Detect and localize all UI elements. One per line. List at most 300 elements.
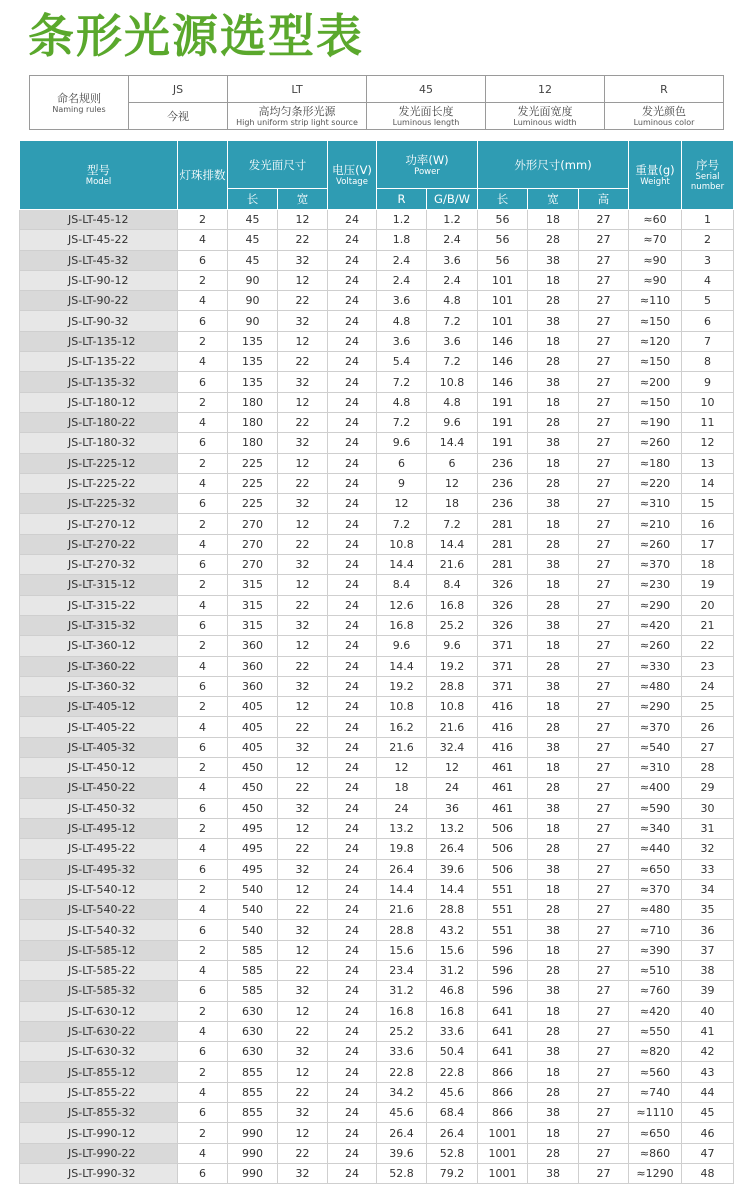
cell-model: JS-LT-270-32 <box>20 555 178 575</box>
cell-voltage: 24 <box>328 494 377 514</box>
cell-weight: ≈110 <box>629 291 682 311</box>
cell-length: 90 <box>228 291 278 311</box>
cell-weight: ≈260 <box>629 534 682 554</box>
cell-dim-length: 551 <box>478 900 528 920</box>
cell-serial: 11 <box>682 412 734 432</box>
cell-length: 405 <box>228 697 278 717</box>
cell-power-gbw: 79.2 <box>427 1163 478 1183</box>
table-row <box>20 1001 734 1021</box>
cell-power-gbw: 15.6 <box>427 940 478 960</box>
cell-weight: ≈710 <box>629 920 682 940</box>
cell-led-rows: 6 <box>178 494 228 514</box>
cell-length: 360 <box>228 676 278 696</box>
cell-dim-height: 27 <box>579 778 629 798</box>
cell-led-rows: 4 <box>178 412 228 432</box>
cell-dim-width: 28 <box>528 900 579 920</box>
cell-serial: 28 <box>682 758 734 778</box>
table-row <box>20 555 734 575</box>
cell-voltage: 24 <box>328 595 377 615</box>
cell-power-r: 6 <box>377 453 427 473</box>
header-model-en: Model <box>85 177 112 187</box>
cell-weight: ≈650 <box>629 859 682 879</box>
cell-voltage: 24 <box>328 676 377 696</box>
cell-power-gbw: 14.4 <box>427 534 478 554</box>
cell-power-gbw: 4.8 <box>427 392 478 412</box>
cell-dim-width: 18 <box>528 940 579 960</box>
cell-power-r: 12 <box>377 494 427 514</box>
cell-serial: 20 <box>682 595 734 615</box>
cell-led-rows: 6 <box>178 920 228 940</box>
cell-width: 22 <box>278 900 328 920</box>
cell-power-r: 24 <box>377 798 427 818</box>
cell-serial: 38 <box>682 960 734 980</box>
cell-length: 360 <box>228 636 278 656</box>
table-row <box>20 839 734 859</box>
naming-desc-cn: 发光颜色 <box>642 105 686 118</box>
cell-voltage: 24 <box>328 210 377 230</box>
cell-dim-width: 18 <box>528 453 579 473</box>
cell-power-r: 16.2 <box>377 717 427 737</box>
cell-dim-width: 38 <box>528 981 579 1001</box>
table-row <box>20 717 734 737</box>
subheader-width: 宽 <box>278 189 328 210</box>
cell-dim-length: 1001 <box>478 1143 528 1163</box>
cell-model: JS-LT-585-32 <box>20 981 178 1001</box>
subheader-power-r: R <box>377 189 427 210</box>
cell-led-rows: 2 <box>178 514 228 534</box>
cell-dim-length: 596 <box>478 981 528 1001</box>
cell-voltage: 24 <box>328 291 377 311</box>
cell-weight: ≈510 <box>629 960 682 980</box>
naming-desc-en: High uniform strip light source <box>236 118 358 127</box>
subheader-dim-length: 长 <box>478 189 528 210</box>
cell-power-gbw: 9.6 <box>427 636 478 656</box>
cell-dim-length: 236 <box>478 494 528 514</box>
cell-dim-height: 27 <box>579 1042 629 1062</box>
cell-led-rows: 2 <box>178 210 228 230</box>
cell-dim-width: 28 <box>528 595 579 615</box>
cell-voltage: 24 <box>328 514 377 534</box>
cell-led-rows: 2 <box>178 1062 228 1082</box>
cell-serial: 40 <box>682 1001 734 1021</box>
naming-desc-cn: 高均匀条形光源 <box>258 105 336 118</box>
cell-model: JS-LT-495-22 <box>20 839 178 859</box>
header-weight-en: Weight <box>640 177 670 187</box>
cell-power-gbw: 7.2 <box>427 514 478 534</box>
cell-dim-length: 641 <box>478 1042 528 1062</box>
cell-dim-width: 28 <box>528 473 579 493</box>
cell-weight: ≈1110 <box>629 1103 682 1123</box>
cell-dim-height: 27 <box>579 473 629 493</box>
table-row <box>20 940 734 960</box>
cell-length: 90 <box>228 311 278 331</box>
cell-model: JS-LT-450-22 <box>20 778 178 798</box>
cell-dim-length: 641 <box>478 1021 528 1041</box>
cell-power-r: 13.2 <box>377 818 427 838</box>
cell-led-rows: 4 <box>178 291 228 311</box>
cell-voltage: 24 <box>328 270 377 290</box>
cell-power-r: 2.4 <box>377 250 427 270</box>
table-row <box>20 331 734 351</box>
cell-dim-length: 326 <box>478 595 528 615</box>
naming-label <box>30 76 129 130</box>
naming-code: R <box>605 76 724 103</box>
cell-weight: ≈590 <box>629 798 682 818</box>
cell-led-rows: 2 <box>178 697 228 717</box>
cell-voltage: 24 <box>328 1021 377 1041</box>
cell-model: JS-LT-855-12 <box>20 1062 178 1082</box>
cell-width: 22 <box>278 291 328 311</box>
cell-dim-width: 38 <box>528 555 579 575</box>
cell-power-gbw: 21.6 <box>427 717 478 737</box>
naming-code: 12 <box>486 76 605 103</box>
cell-dim-length: 416 <box>478 697 528 717</box>
cell-voltage: 24 <box>328 433 377 453</box>
cell-length: 855 <box>228 1062 278 1082</box>
cell-model: JS-LT-405-32 <box>20 737 178 757</box>
cell-dim-width: 28 <box>528 412 579 432</box>
cell-dim-length: 236 <box>478 473 528 493</box>
cell-voltage: 24 <box>328 1001 377 1021</box>
cell-dim-length: 506 <box>478 818 528 838</box>
cell-power-gbw: 45.6 <box>427 1082 478 1102</box>
cell-power-gbw: 46.8 <box>427 981 478 1001</box>
cell-model: JS-LT-405-22 <box>20 717 178 737</box>
cell-power-r: 26.4 <box>377 1123 427 1143</box>
cell-voltage: 24 <box>328 1042 377 1062</box>
cell-power-r: 25.2 <box>377 1021 427 1041</box>
cell-model: JS-LT-990-12 <box>20 1123 178 1143</box>
cell-model: JS-LT-585-12 <box>20 940 178 960</box>
cell-power-gbw: 25.2 <box>427 615 478 635</box>
cell-length: 135 <box>228 331 278 351</box>
cell-led-rows: 6 <box>178 372 228 392</box>
cell-model: JS-LT-450-12 <box>20 758 178 778</box>
cell-model: JS-LT-495-12 <box>20 818 178 838</box>
cell-dim-length: 281 <box>478 514 528 534</box>
cell-power-gbw: 12 <box>427 473 478 493</box>
cell-serial: 19 <box>682 575 734 595</box>
cell-length: 225 <box>228 494 278 514</box>
cell-width: 12 <box>278 514 328 534</box>
cell-voltage: 24 <box>328 311 377 331</box>
cell-dim-width: 38 <box>528 250 579 270</box>
cell-power-r: 8.4 <box>377 575 427 595</box>
cell-dim-length: 191 <box>478 392 528 412</box>
cell-width: 22 <box>278 595 328 615</box>
cell-led-rows: 4 <box>178 230 228 250</box>
cell-voltage: 24 <box>328 636 377 656</box>
table-row <box>20 656 734 676</box>
table-row <box>20 311 734 331</box>
cell-voltage: 24 <box>328 352 377 372</box>
cell-dim-length: 101 <box>478 311 528 331</box>
cell-dim-width: 18 <box>528 879 579 899</box>
cell-power-gbw: 24 <box>427 778 478 798</box>
cell-length: 495 <box>228 859 278 879</box>
table-row <box>20 1062 734 1082</box>
cell-weight: ≈210 <box>629 514 682 534</box>
cell-voltage: 24 <box>328 534 377 554</box>
cell-voltage: 24 <box>328 960 377 980</box>
cell-length: 585 <box>228 940 278 960</box>
cell-led-rows: 2 <box>178 636 228 656</box>
cell-voltage: 24 <box>328 818 377 838</box>
cell-serial: 48 <box>682 1163 734 1183</box>
table-row <box>20 575 734 595</box>
cell-width: 22 <box>278 534 328 554</box>
cell-power-gbw: 16.8 <box>427 595 478 615</box>
cell-weight: ≈760 <box>629 981 682 1001</box>
cell-dim-width: 38 <box>528 1042 579 1062</box>
naming-desc <box>605 103 724 130</box>
naming-desc-en: Luminous length <box>392 118 460 127</box>
cell-power-gbw: 36 <box>427 798 478 818</box>
cell-serial: 33 <box>682 859 734 879</box>
naming-desc-cn: 发光面长度 <box>398 105 454 118</box>
cell-serial: 30 <box>682 798 734 818</box>
cell-model: JS-LT-360-32 <box>20 676 178 696</box>
cell-width: 22 <box>278 960 328 980</box>
cell-length: 180 <box>228 392 278 412</box>
cell-power-gbw: 7.2 <box>427 352 478 372</box>
cell-led-rows: 4 <box>178 595 228 615</box>
cell-model: JS-LT-315-22 <box>20 595 178 615</box>
cell-led-rows: 2 <box>178 270 228 290</box>
cell-power-gbw: 1.2 <box>427 210 478 230</box>
cell-serial: 22 <box>682 636 734 656</box>
cell-weight: ≈290 <box>629 595 682 615</box>
cell-dim-width: 18 <box>528 575 579 595</box>
cell-dim-height: 27 <box>579 372 629 392</box>
header-rows-cn: 灯珠排数 <box>179 168 226 182</box>
naming-desc-cn: 发光面宽度 <box>517 105 573 118</box>
cell-power-r: 7.2 <box>377 372 427 392</box>
table-row <box>20 859 734 879</box>
table-row <box>20 230 734 250</box>
cell-power-r: 1.2 <box>377 210 427 230</box>
cell-power-gbw: 68.4 <box>427 1103 478 1123</box>
cell-dim-length: 101 <box>478 270 528 290</box>
cell-width: 32 <box>278 250 328 270</box>
cell-dim-width: 18 <box>528 270 579 290</box>
naming-desc-en: Luminous color <box>633 118 695 127</box>
cell-voltage: 24 <box>328 697 377 717</box>
cell-voltage: 24 <box>328 758 377 778</box>
cell-dim-height: 27 <box>579 960 629 980</box>
cell-power-r: 3.6 <box>377 291 427 311</box>
cell-dim-length: 461 <box>478 758 528 778</box>
cell-dim-height: 27 <box>579 412 629 432</box>
naming-desc <box>129 103 228 130</box>
cell-led-rows: 2 <box>178 1001 228 1021</box>
cell-dim-length: 281 <box>478 534 528 554</box>
cell-led-rows: 4 <box>178 1021 228 1041</box>
table-row <box>20 392 734 412</box>
cell-dim-width: 28 <box>528 839 579 859</box>
cell-dim-width: 38 <box>528 1163 579 1183</box>
cell-width: 12 <box>278 1062 328 1082</box>
cell-led-rows: 4 <box>178 1082 228 1102</box>
cell-serial: 9 <box>682 372 734 392</box>
cell-dim-height: 27 <box>579 291 629 311</box>
cell-weight: ≈260 <box>629 636 682 656</box>
cell-dim-length: 1001 <box>478 1163 528 1183</box>
cell-dim-height: 27 <box>579 818 629 838</box>
cell-serial: 18 <box>682 555 734 575</box>
cell-dim-width: 28 <box>528 960 579 980</box>
cell-serial: 4 <box>682 270 734 290</box>
cell-power-r: 5.4 <box>377 352 427 372</box>
cell-dim-length: 551 <box>478 920 528 940</box>
cell-dim-length: 461 <box>478 778 528 798</box>
cell-dim-length: 56 <box>478 250 528 270</box>
cell-length: 45 <box>228 250 278 270</box>
cell-weight: ≈420 <box>629 1001 682 1021</box>
cell-dim-width: 28 <box>528 1021 579 1041</box>
cell-led-rows: 6 <box>178 555 228 575</box>
table-row <box>20 798 734 818</box>
cell-serial: 23 <box>682 656 734 676</box>
page-title: 条形光源选型表 <box>28 9 364 63</box>
cell-power-gbw: 28.8 <box>427 676 478 696</box>
cell-led-rows: 4 <box>178 1143 228 1163</box>
cell-model: JS-LT-225-12 <box>20 453 178 473</box>
cell-dim-width: 38 <box>528 372 579 392</box>
table-row <box>20 1143 734 1163</box>
cell-weight: ≈440 <box>629 839 682 859</box>
cell-led-rows: 4 <box>178 534 228 554</box>
cell-length: 585 <box>228 981 278 1001</box>
table-row <box>20 676 734 696</box>
cell-serial: 16 <box>682 514 734 534</box>
cell-serial: 2 <box>682 230 734 250</box>
cell-power-r: 10.8 <box>377 534 427 554</box>
table-row <box>20 758 734 778</box>
cell-width: 32 <box>278 494 328 514</box>
cell-weight: ≈480 <box>629 900 682 920</box>
cell-length: 630 <box>228 1001 278 1021</box>
cell-dim-length: 416 <box>478 737 528 757</box>
cell-power-gbw: 4.8 <box>427 291 478 311</box>
spec-body <box>20 210 734 1184</box>
cell-power-r: 16.8 <box>377 1001 427 1021</box>
cell-length: 45 <box>228 230 278 250</box>
cell-dim-height: 27 <box>579 636 629 656</box>
cell-width: 22 <box>278 352 328 372</box>
cell-dim-height: 27 <box>579 1163 629 1183</box>
naming-code: 45 <box>367 76 486 103</box>
cell-power-gbw: 43.2 <box>427 920 478 940</box>
cell-width: 12 <box>278 636 328 656</box>
cell-model: JS-LT-180-22 <box>20 412 178 432</box>
cell-power-gbw: 9.6 <box>427 412 478 432</box>
cell-dim-length: 146 <box>478 352 528 372</box>
cell-voltage: 24 <box>328 778 377 798</box>
cell-serial: 12 <box>682 433 734 453</box>
cell-model: JS-LT-540-12 <box>20 879 178 899</box>
cell-weight: ≈180 <box>629 453 682 473</box>
cell-width: 32 <box>278 676 328 696</box>
cell-width: 12 <box>278 1001 328 1021</box>
cell-serial: 27 <box>682 737 734 757</box>
cell-dim-height: 27 <box>579 1143 629 1163</box>
cell-model: JS-LT-225-32 <box>20 494 178 514</box>
cell-weight: ≈330 <box>629 656 682 676</box>
cell-power-gbw: 6 <box>427 453 478 473</box>
cell-dim-width: 28 <box>528 1143 579 1163</box>
header-model-cn: 型号 <box>87 163 110 177</box>
cell-dim-height: 27 <box>579 798 629 818</box>
cell-serial: 7 <box>682 331 734 351</box>
cell-model: JS-LT-135-32 <box>20 372 178 392</box>
cell-model: JS-LT-315-32 <box>20 615 178 635</box>
table-row <box>20 433 734 453</box>
cell-length: 630 <box>228 1042 278 1062</box>
cell-power-r: 7.2 <box>377 514 427 534</box>
cell-dim-length: 866 <box>478 1103 528 1123</box>
cell-dim-height: 27 <box>579 717 629 737</box>
cell-model: JS-LT-990-22 <box>20 1143 178 1163</box>
cell-width: 12 <box>278 453 328 473</box>
cell-weight: ≈820 <box>629 1042 682 1062</box>
cell-length: 135 <box>228 372 278 392</box>
cell-dim-height: 27 <box>579 615 629 635</box>
cell-weight: ≈340 <box>629 818 682 838</box>
cell-width: 12 <box>278 818 328 838</box>
cell-length: 270 <box>228 555 278 575</box>
header-model <box>20 141 178 210</box>
cell-weight: ≈310 <box>629 758 682 778</box>
cell-model: JS-LT-180-32 <box>20 433 178 453</box>
cell-voltage: 24 <box>328 920 377 940</box>
cell-power-gbw: 16.8 <box>427 1001 478 1021</box>
cell-dim-width: 18 <box>528 392 579 412</box>
naming-desc <box>367 103 486 130</box>
cell-dim-height: 27 <box>579 879 629 899</box>
table-row <box>20 1042 734 1062</box>
cell-model: JS-LT-180-12 <box>20 392 178 412</box>
cell-led-rows: 6 <box>178 981 228 1001</box>
cell-dim-length: 146 <box>478 372 528 392</box>
cell-voltage: 24 <box>328 798 377 818</box>
table-row <box>20 210 734 230</box>
naming-codes-row <box>30 76 724 103</box>
cell-length: 855 <box>228 1082 278 1102</box>
cell-weight: ≈220 <box>629 473 682 493</box>
cell-serial: 1 <box>682 210 734 230</box>
cell-dim-height: 27 <box>579 1062 629 1082</box>
cell-voltage: 24 <box>328 1103 377 1123</box>
cell-model: JS-LT-855-22 <box>20 1082 178 1102</box>
cell-dim-height: 27 <box>579 900 629 920</box>
cell-width: 32 <box>278 433 328 453</box>
cell-voltage: 24 <box>328 1143 377 1163</box>
cell-length: 135 <box>228 352 278 372</box>
spec-table <box>19 140 734 1184</box>
cell-led-rows: 4 <box>178 717 228 737</box>
cell-weight: ≈190 <box>629 412 682 432</box>
table-row <box>20 250 734 270</box>
cell-model: JS-LT-135-22 <box>20 352 178 372</box>
cell-dim-length: 866 <box>478 1082 528 1102</box>
naming-code: LT <box>228 76 367 103</box>
header-power-en: Power <box>414 166 440 177</box>
cell-weight: ≈420 <box>629 615 682 635</box>
cell-model: JS-LT-540-32 <box>20 920 178 940</box>
cell-voltage: 24 <box>328 1062 377 1082</box>
cell-voltage: 24 <box>328 615 377 635</box>
